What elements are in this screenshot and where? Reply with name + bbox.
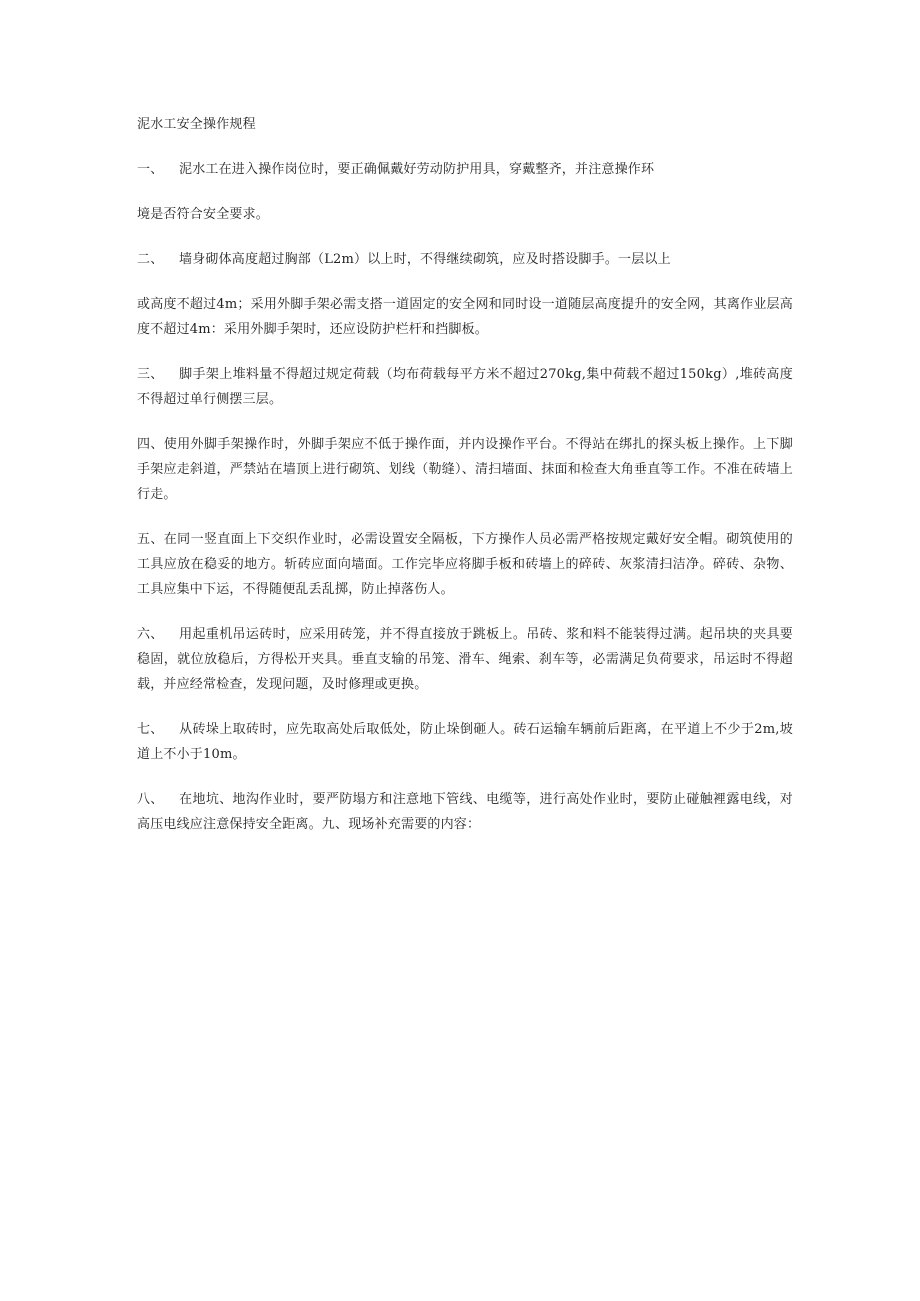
paragraph-3 <box>137 362 793 412</box>
paragraph-number: 六、 <box>137 627 164 642</box>
paragraph-4 <box>137 432 793 507</box>
paragraph-8 <box>137 787 793 837</box>
paragraph-text: 境是否符合安全要求。 <box>137 207 270 222</box>
paragraph-number: 三、 <box>137 367 164 382</box>
paragraph-1 <box>137 157 793 182</box>
paragraph-text: 用起重机吊运砖时，应采用砖笼，并不得直接放于跳板上。吊砖、浆和料不能装得过满。起吊块的夹具要稳固，就位放稳后，方得松开夹具。垂直支输的吊笼、滑车、绳索、刹车等，必需满足负荷要求，吊运时不得超载，并应经常检查，发现问题，及时修理或更换。 <box>137 627 793 692</box>
paragraph-2-continued <box>137 292 793 342</box>
paragraph-7 <box>137 717 793 767</box>
paragraph-text: 脚手架上堆料量不得超过规定荷载（均布荷载每平方米不超过270kg,集中荷载不超过150kg）,堆砖高度不得超过单行侧摆三层。 <box>137 367 793 407</box>
document-body <box>137 112 793 857</box>
paragraph-number: 八、 <box>137 792 164 807</box>
paragraph-6 <box>137 622 793 697</box>
paragraph-text: 从砖垛上取砖时，应先取高处后取低处，防止垛倒砸人。砖石运输车辆前后距离，在平道上不少于2m,坡道上不小于10m。 <box>137 722 793 762</box>
paragraph-number: 一、 <box>137 162 164 177</box>
document-title: 泥水工安全操作规程 <box>137 117 256 132</box>
paragraph-5 <box>137 527 793 602</box>
paragraph-2 <box>137 247 793 272</box>
paragraph-text: 在地坑、地沟作业时，要严防塌方和注意地下管线、电缆等，进行高处作业时，要防止碰触裡露电线，对高压电线应注意保持安全距离。九、现场补充需要的内容： <box>137 792 793 832</box>
paragraph-text: 五、在同一竖直面上下交织作业时，必需设置安全隔板，下方操作人员必需严格按规定戴好安全帽。砌筑使用的工具应放在稳妥的地方。斩砖应面向墙面。工作完毕应将脚手板和砖墙上的碎砖、灰浆清扫洁净。碎砖、杂物、工具应集中下运，不得随便乱丢乱掷，防止掉落伤人。 <box>137 532 793 597</box>
paragraph-text: 或高度不超过4m；采用外脚手架必需支搭一道固定的安全网和同时设一道随层高度提升的安全网，其离作业层高度不超过4m：采用外脚手架时，还应设防护栏杆和挡脚板。 <box>137 297 793 337</box>
paragraph-number: 二、 <box>137 252 164 267</box>
paragraph-text: 四、使用外脚手架操作时，外脚手架应不低于操作面，并内设操作平台。不得站在绑扎的探头板上操作。上下脚手架应走斜道，严禁站在墙顶上进行砌筑、划线（勒缝）、清扫墙面、抹面和检查大角垂直等工作。不准在砖墙上行走。 <box>137 437 793 502</box>
paragraph-1-continued <box>137 202 793 227</box>
paragraph-number: 七、 <box>137 722 164 737</box>
paragraph-text: 墙身砌体高度超过胸部（L2m）以上时，不得继续砌筑，应及时搭设脚手。一层以上 <box>179 252 671 267</box>
paragraph-text: 泥水工在进入操作岗位时，要正确佩戴好劳动防护用具，穿戴整齐，并注意操作环 <box>179 162 655 177</box>
